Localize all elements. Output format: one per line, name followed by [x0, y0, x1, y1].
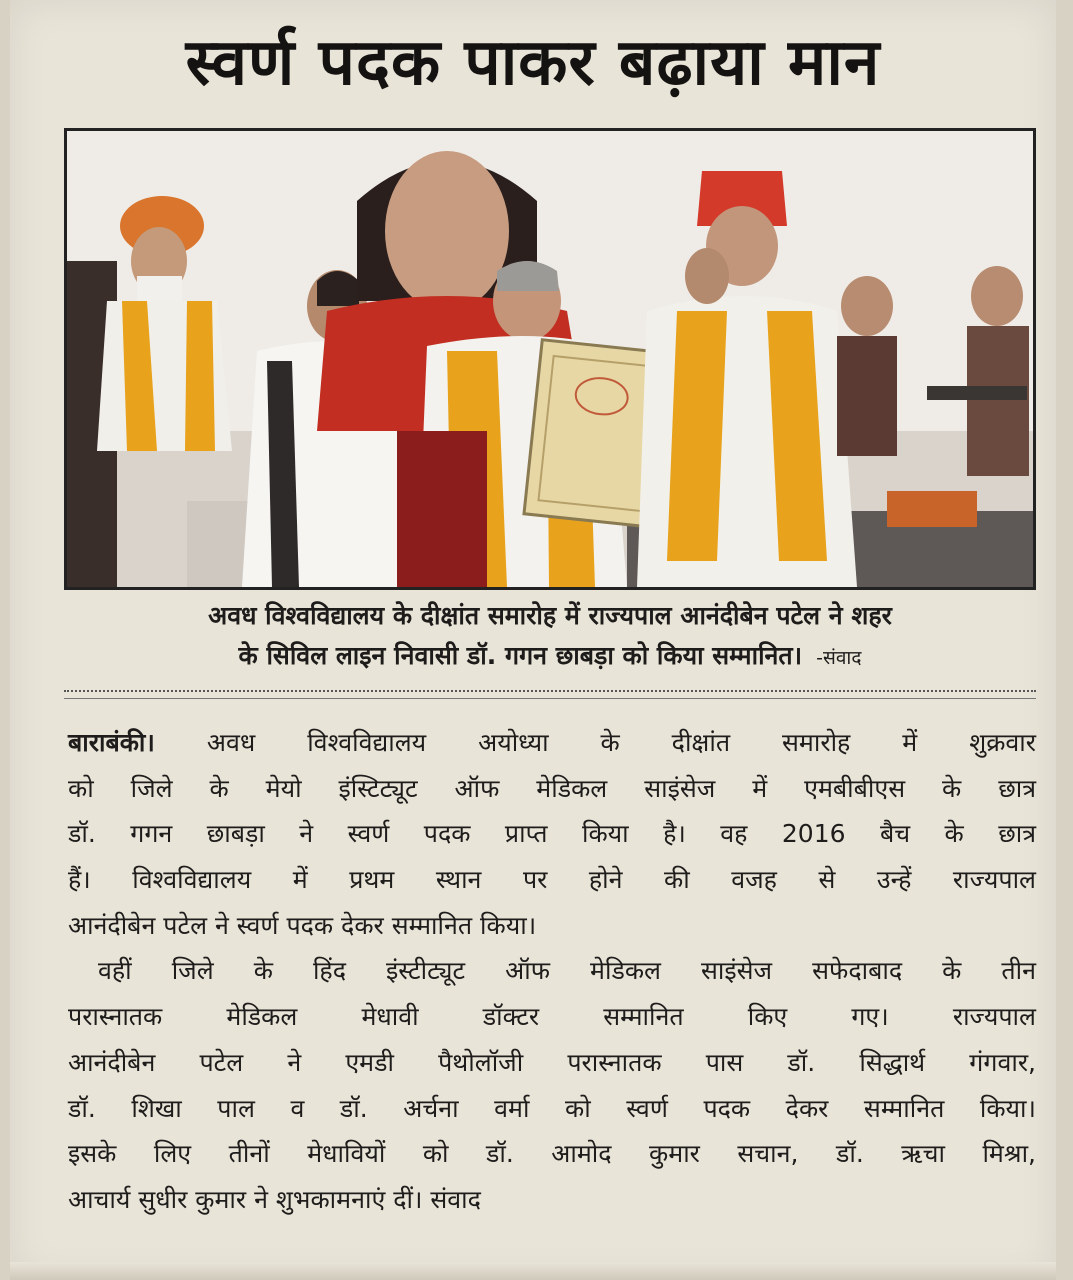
article-line: इसके लिए तीनों मेधावियों को डॉ. आमोद कुमार सचान, डॉ. ऋचा मिश्रा, — [68, 1139, 1036, 1169]
article-line: वहीं जिले के हिंद इंस्टीट्यूट ऑफ मेडिकल साइंसेज सफेदाबाद के तीन — [98, 956, 1036, 986]
separator-dotted — [64, 690, 1036, 692]
article-line: हैं। विश्वविद्यालय में प्रथम स्थान पर होने की वजह से उन्हें राज्यपाल — [68, 865, 1036, 895]
article-line: आचार्य सुधीर कुमार ने शुभकामनाएं दीं। संवाद — [68, 1184, 481, 1214]
ceremony-photo — [64, 128, 1036, 590]
article-line: आनंदीबेन पटेल ने एमडी पैथोलॉजी परास्नातक पास डॉ. सिद्धार्थ गंगवार, — [68, 1047, 1036, 1077]
caption-line-2-text: के सिविल लाइन निवासी डॉ. गगन छाबड़ा को किया सम्मानित। — [238, 641, 803, 670]
page-edge — [10, 1262, 1056, 1280]
article-line: को जिले के मेयो इंस्टिट्यूट ऑफ मेडिकल साइंसेज में एमबीबीएस के छात्र — [68, 773, 1036, 803]
caption-line-1: अवध विश्वविद्यालय के दीक्षांत समारोह में राज्यपाल आनंदीबेन पटेल ने शहर — [208, 601, 892, 630]
article-line — [68, 720, 1036, 766]
newspaper-clipping — [10, 0, 1056, 1280]
separator-line — [64, 698, 1036, 699]
caption-credit: -संवाद — [816, 647, 862, 669]
article-body — [68, 720, 1036, 1223]
dateline: बाराबंकी। — [68, 728, 155, 757]
headline: स्वर्ण पदक पाकर बढ़ाया मान — [185, 26, 881, 100]
article-line: डॉ. शिखा पाल व डॉ. अर्चना वर्मा को स्वर्ण पदक देकर सम्मानित किया। — [68, 1093, 1036, 1123]
photo-caption — [64, 596, 1036, 678]
article-text: अवध विश्वविद्यालय अयोध्या के दीक्षांत समारोह में शुक्रवार — [206, 728, 1036, 757]
caption-line-2 — [64, 636, 1036, 678]
article-line: आनंदीबेन पटेल ने स्वर्ण पदक देकर सम्मानित किया। — [68, 910, 537, 940]
article-line: परास्नातक मेडिकल मेधावी डॉक्टर सम्मानित किए गए। राज्यपाल — [68, 1002, 1036, 1032]
ceremony-photo-illustration — [67, 131, 1033, 587]
article-line: डॉ. गगन छाबड़ा ने स्वर्ण पदक प्राप्त किया है। वह 2016 बैच के छात्र — [68, 819, 1036, 849]
